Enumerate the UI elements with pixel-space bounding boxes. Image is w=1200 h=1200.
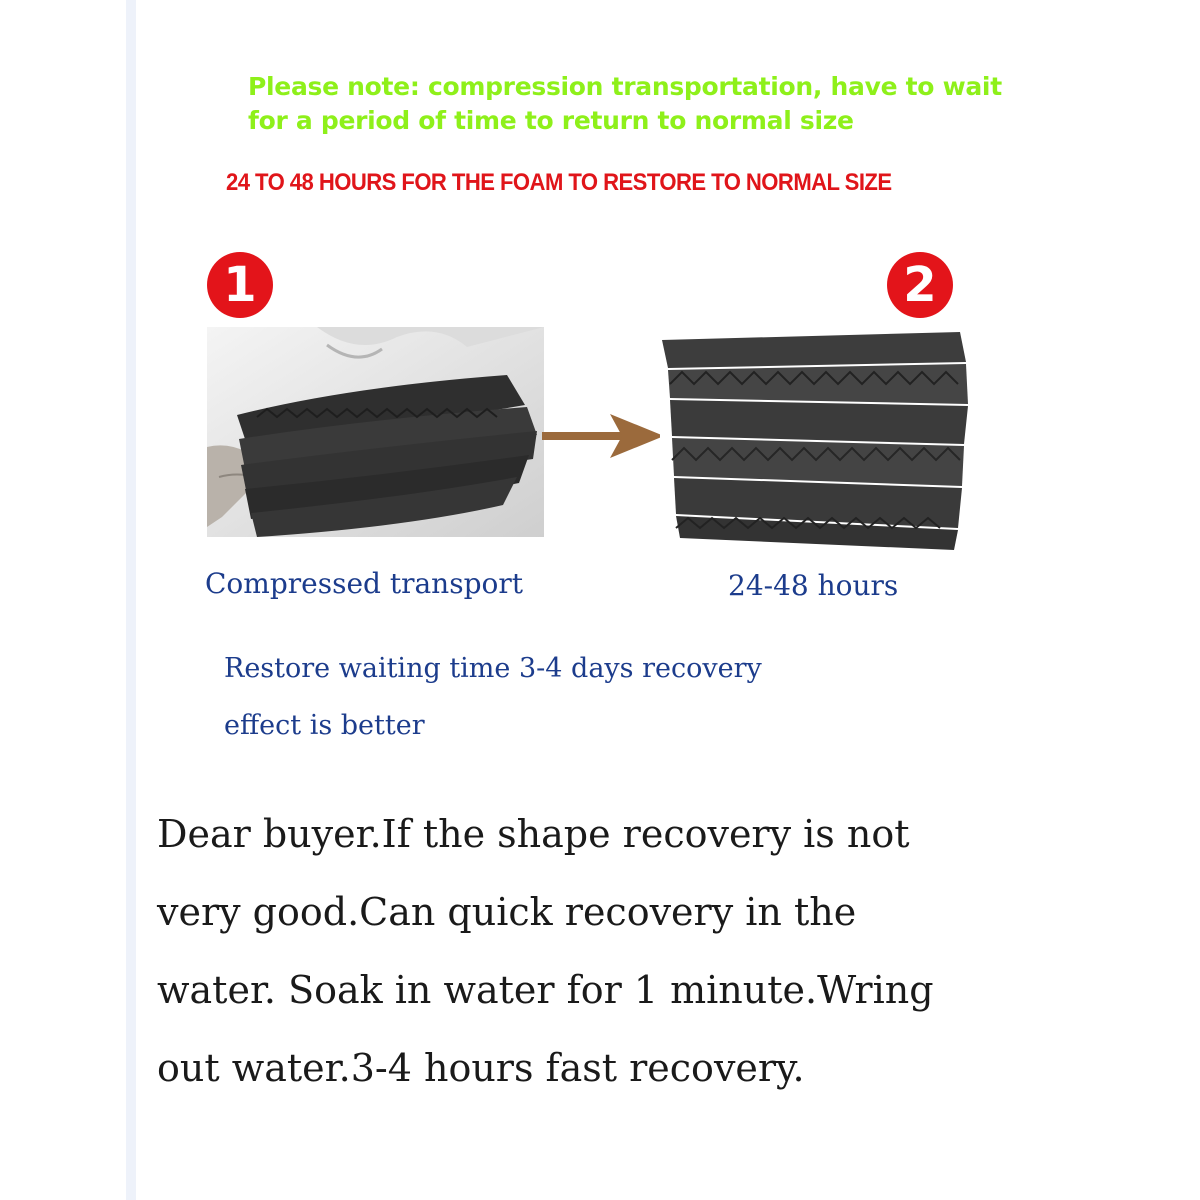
step-2-badge: 2 <box>887 252 953 318</box>
restore-waiting-note <box>224 640 864 754</box>
left-border <box>126 0 136 1200</box>
right-arrow-icon <box>540 410 666 462</box>
hours-caption: 24-48 hours <box>728 569 899 602</box>
restore-line-2: effect is better <box>224 710 425 741</box>
compressed-foam-photo <box>207 327 544 537</box>
compression-note <box>248 70 1008 138</box>
buyer-line-3: water. Soak in water for 1 minute.Wring <box>157 968 934 1012</box>
compressed-transport-caption: Compressed transport <box>205 567 523 600</box>
restored-foam-photo <box>660 328 970 553</box>
buyer-line-4: out water.3-4 hours fast recovery. <box>157 1046 805 1090</box>
buyer-instructions <box>157 795 997 1107</box>
buyer-line-2: very good.Can quick recovery in the <box>157 890 857 934</box>
step-1-badge: 1 <box>207 252 273 318</box>
buyer-line-1: Dear buyer.If the shape recovery is not <box>157 812 910 856</box>
note-line-1: Please note: compression transportation, have to wait <box>248 72 1002 101</box>
note-line-2: for a period of time to return to normal size <box>248 106 854 135</box>
restore-time-heading: 24 TO 48 HOURS FOR THE FOAM TO RESTORE TO NORMAL SIZE <box>226 169 892 196</box>
restore-line-1: Restore waiting time 3-4 days recovery <box>224 653 762 684</box>
